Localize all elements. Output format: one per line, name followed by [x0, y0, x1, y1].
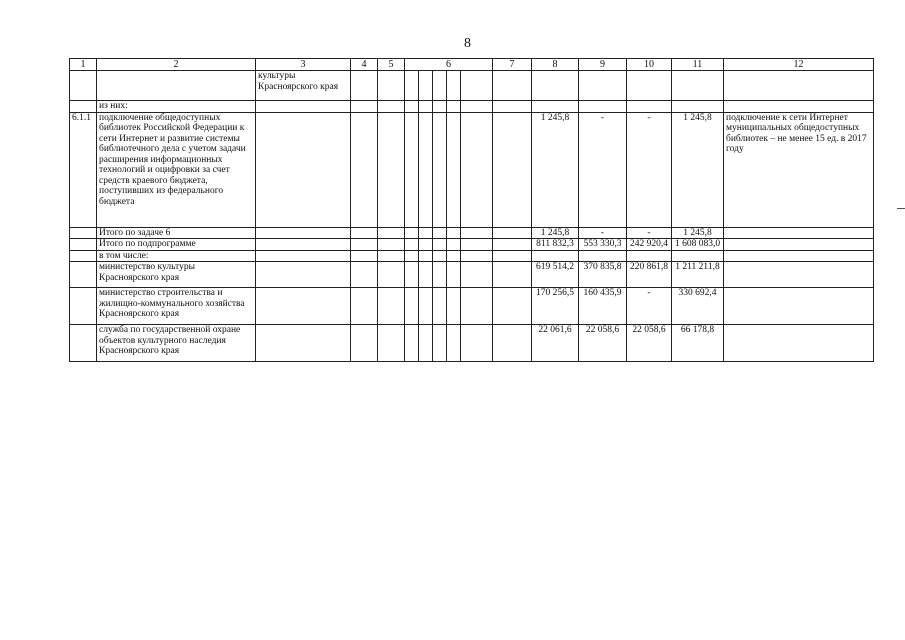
value-col-11: 1 245,8 — [672, 227, 724, 239]
value-col-11: 1 245,8 — [672, 112, 724, 227]
value-col-9: 553 330,3 — [579, 239, 627, 251]
value-col-10: 242 920,4 — [627, 239, 672, 251]
header-col-10: 10 — [627, 59, 672, 71]
value-col-11: 1 608 083,0 — [672, 239, 724, 251]
value-col-10: 22 058,6 — [627, 325, 672, 362]
value-col-8: 1 245,8 — [532, 227, 579, 239]
header-col-12: 12 — [724, 59, 874, 71]
value-col-8: 619 514,2 — [532, 262, 579, 288]
value-col-8: 811 832,3 — [532, 239, 579, 251]
header-col-7: 7 — [493, 59, 532, 71]
header-col-1: 1 — [70, 59, 97, 71]
value-col-11: 330 692,4 — [672, 288, 724, 325]
subprogram-total-label: Итого по подпрограмме — [97, 239, 256, 251]
header-col-11: 11 — [672, 59, 724, 71]
value-col-10: - — [627, 112, 672, 227]
table-row — [70, 227, 874, 239]
header-col-8: 8 — [532, 59, 579, 71]
header-col-9: 9 — [579, 59, 627, 71]
table-row — [70, 112, 874, 227]
row-description: подключение общедоступных библиотек Российской Федерации к сети Интернет и развитие системы библиотечного дела с учетом задачи расширения информационных технологий и оцифровки за счет средств краевого бюджета, поступивших из федерального бюджета — [97, 112, 256, 227]
table-row — [70, 239, 874, 251]
value-col-8: 22 061,6 — [532, 325, 579, 362]
table-row — [70, 288, 874, 325]
including-label: в том числе: — [97, 250, 256, 262]
ministry-culture-label: министерство культуры Красноярского края — [97, 262, 256, 288]
of-them-label: из них: — [97, 101, 256, 113]
header-col-2: 2 — [97, 59, 256, 71]
value-col-9: - — [579, 227, 627, 239]
table-row — [70, 262, 874, 288]
value-col-11: 1 211 211,8 — [672, 262, 724, 288]
value-col-8: 1 245,8 — [532, 112, 579, 227]
header-row — [70, 59, 874, 71]
value-col-9: - — [579, 112, 627, 227]
page-number: 8 — [464, 36, 471, 51]
header-col-6: 6 — [405, 59, 493, 71]
table-row — [70, 325, 874, 362]
budget-table — [69, 58, 874, 362]
row-number: 6.1.1 — [70, 112, 97, 227]
table-row — [70, 71, 874, 101]
value-col-11: 66 178,8 — [672, 325, 724, 362]
value-col-10: - — [627, 227, 672, 239]
value-col-9: 22 058,6 — [579, 325, 627, 362]
value-col-8: 170 256,5 — [532, 288, 579, 325]
task-total-label: Итого по задаче 6 — [97, 227, 256, 239]
value-col-9: 160 435,9 — [579, 288, 627, 325]
header-col-4: 4 — [351, 59, 378, 71]
heritage-service-label: служба по государственной охране объектов культурного наследия Красноярского края — [97, 325, 256, 362]
continuation-cell: культуры Красноярского края — [256, 71, 351, 101]
ministry-construction-label: министерство строительства и жилищно-коммунального хозяйства Красноярского края — [97, 288, 256, 325]
margin-mark — [897, 208, 905, 209]
table-row — [70, 250, 874, 262]
expected-result: подключение к сети Интернет муниципальных общедоступных библиотек – не менее 15 ед. в 2017 году — [724, 112, 874, 227]
header-col-5: 5 — [378, 59, 405, 71]
header-col-3: 3 — [256, 59, 351, 71]
value-col-10: 220 861,8 — [627, 262, 672, 288]
value-col-9: 370 835,8 — [579, 262, 627, 288]
value-col-10: - — [627, 288, 672, 325]
table-row — [70, 101, 874, 113]
